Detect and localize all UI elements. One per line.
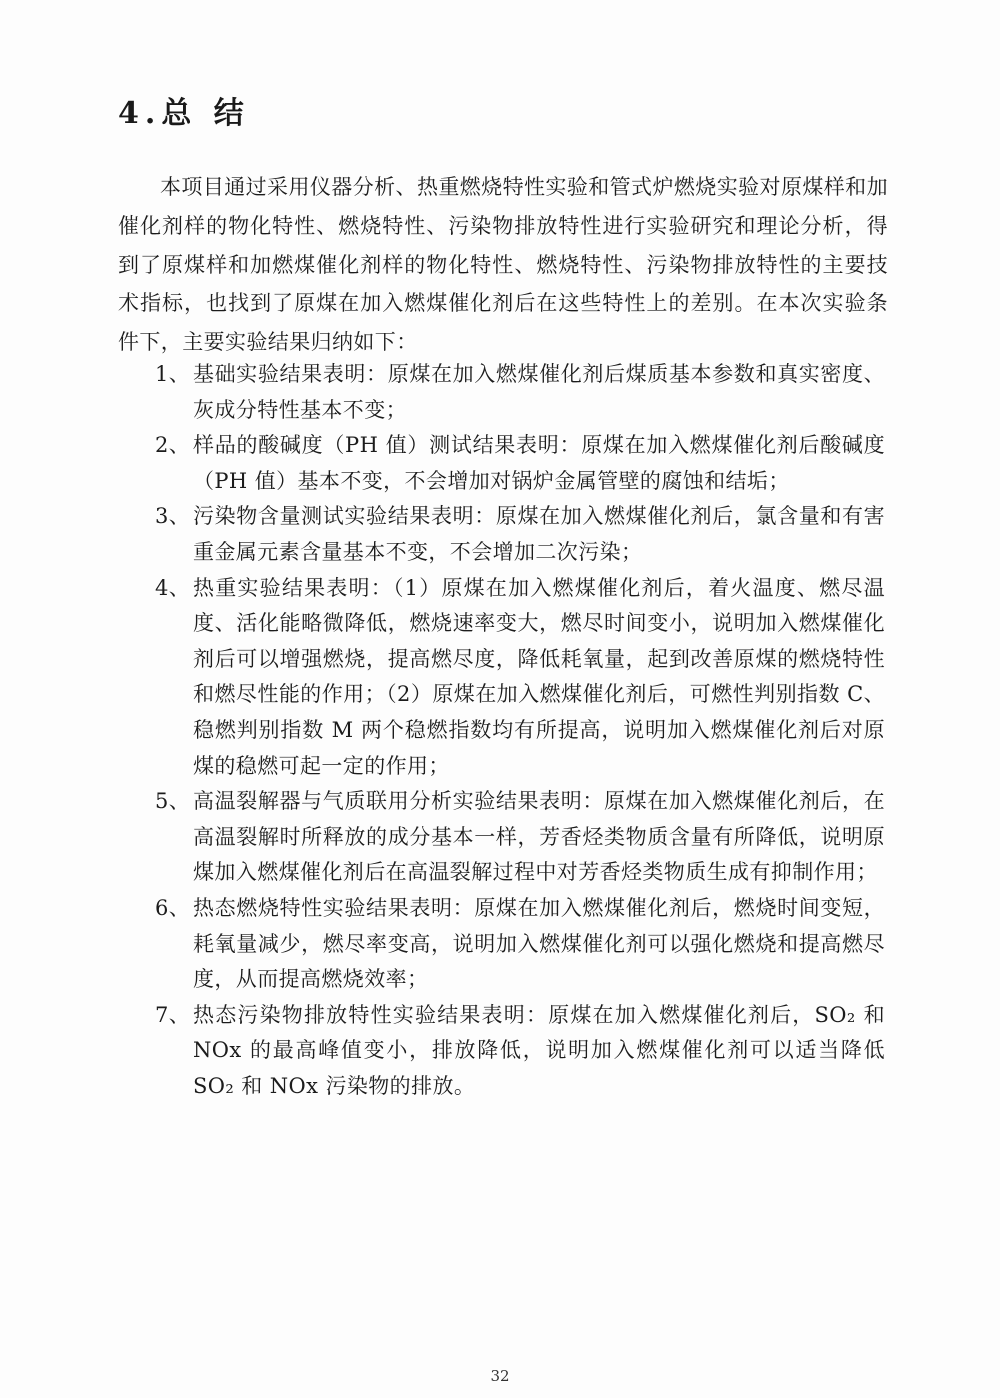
section-heading: 4.总 结 [118, 96, 250, 131]
result-number: 4、 [155, 575, 191, 600]
result-item-6 [155, 891, 885, 998]
result-text: 热重实验结果表明：（1）原煤在加入燃煤催化剂后，着火温度、燃尽温度、活化能略微降低，燃烧速率变大，燃尽时间变小，说明加入燃煤催化剂后可以增强燃烧，提高燃尽度，降低耗氧量，起到改善原煤的燃烧特性和燃尽性能的作用；（2）原煤在加入燃煤催化剂后，可燃性判别指数 C、稳燃判别指数 M 两个稳燃指数均有所提高，说明加入燃煤催化剂后对原煤的稳燃可起一定的作用； [193, 575, 885, 778]
result-text: 样品的酸碱度（PH 值）测试结果表明：原煤在加入燃煤催化剂后酸碱度（PH 值）基本不变，不会增加对锅炉金属管壁的腐蚀和结垢； [193, 433, 885, 493]
result-text: 热态污染物排放特性实验结果表明：原煤在加入燃煤催化剂后，SO₂ 和 NOx 的最高峰值变小，排放降低，说明加入燃煤催化剂可以适当降低 SO₂ 和 NOx 污染物的排放。 [193, 1002, 885, 1098]
intro-paragraph: 本项目通过采用仪器分析、热重燃烧特性实验和管式炉燃烧实验对原煤样和加催化剂样的物化特性、燃烧特性、污染物排放特性进行实验研究和理论分析，得到了原煤样和加燃煤催化剂样的物化特性、燃烧特性、污染物排放特性的主要技术指标，也找到了原煤在加入燃煤催化剂后在这些特性上的差别。在本次实验条件下，主要实验结果归纳如下： [118, 175, 888, 355]
result-number: 3、 [155, 504, 191, 529]
result-text: 基础实验结果表明：原煤在加入燃煤催化剂后煤质基本参数和真实密度、灰成分特性基本不变； [193, 362, 885, 422]
result-number: 7、 [155, 1002, 191, 1027]
result-item-2 [155, 428, 885, 499]
result-text: 污染物含量测试实验结果表明：原煤在加入燃煤催化剂后，氯含量和有害重金属元素含量基本不变，不会增加二次污染； [193, 504, 885, 564]
result-number: 1、 [155, 362, 191, 386]
result-item-1 [155, 357, 885, 428]
result-text: 热态燃烧特性实验结果表明：原煤在加入燃煤催化剂后，燃烧时间变短，耗氧量减少，燃尽率变高，说明加入燃煤催化剂可以强化燃烧和提高燃尽度，从而提高燃烧效率； [193, 895, 885, 992]
result-number: 6、 [155, 895, 191, 920]
result-item-5 [155, 784, 885, 891]
result-item-3 [155, 499, 885, 570]
result-number: 5、 [155, 789, 191, 814]
result-item-4 [155, 571, 885, 785]
result-number: 2、 [155, 433, 191, 458]
page-number: 32 [490, 1367, 510, 1385]
results-list [155, 357, 885, 1104]
result-item-7 [155, 998, 885, 1105]
result-text: 高温裂解器与气质联用分析实验结果表明：原煤在加入燃煤催化剂后，在高温裂解时所释放的成分基本一样，芳香烃类物质含量有所降低，说明原煤加入燃煤催化剂后在高温裂解过程中对芳香烃类物质生成有抑制作用； [193, 789, 885, 885]
